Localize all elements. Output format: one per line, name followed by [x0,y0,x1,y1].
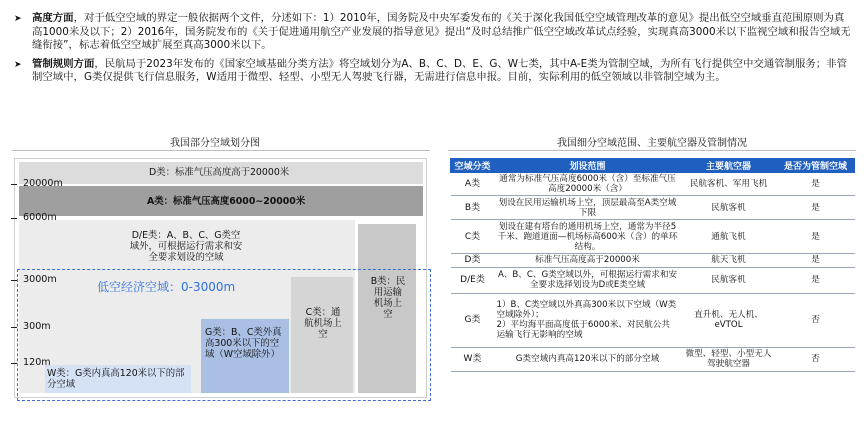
cell-range: 划设在建有塔台的通用机场上空，通常为半径5千米、跑道道面—机场标高600米（含）的单环结构。 [495,220,681,254]
band-g-label: G类：B、C类外真高300米以下的空域（W空域除外） [205,327,282,360]
bullet-marker: ➤ [14,14,22,24]
table-row [451,293,855,347]
table-row [451,267,855,293]
band-b-label: B类：民用运输机场上空 [370,276,406,320]
alt-6000: 6000m [23,212,57,223]
alt-3000: 3000m [23,274,57,285]
bullet-list [14,12,854,90]
cell-range: G类空域内真高120米以下的部分空域 [495,347,681,371]
table-row [451,173,855,196]
bullet-heading: 高度方面 [32,12,74,24]
divider [12,150,430,151]
bullet-text: ，民航局于2023年发布的《国家空域基础分类方法》将空域划分为A、B、C、D、E、G、W七类，其中A-E类为管制空域，为所有飞行提供空中交通管制服务；非管制空域中，G类仅提供飞行信息服务，W适用于微型、轻型、小型无人驾驶飞行器，无需进行信息申报。目前，实际利用的低空领域以非管制空域为主。 [32,57,847,84]
alt-120: 120m [23,357,51,368]
cell-class: G类 [451,293,495,347]
header-range: 划设范围 [495,159,681,173]
header-controlled: 是否为管制空域 [777,159,855,173]
cell-class: W类 [451,347,495,371]
cell-controlled: 否 [777,347,855,371]
cell-class: A类 [451,173,495,196]
cell-class: D类 [451,254,495,267]
cell-class: B类 [451,196,495,220]
band-a [19,186,423,216]
cell-class: C类 [451,220,495,254]
cell-aircraft: 通航飞机 [681,220,777,254]
cell-range: 通常为标准气压高度6000米（含）至标准气压高度20000米（含） [495,173,681,196]
divider [448,150,856,151]
low-altitude-label: 低空经济空域：0-3000m [97,280,236,294]
bullet-regulation [14,58,854,85]
bullet-heading: 管制规则方面 [32,57,95,70]
cell-range: 划设在民用运输机场上空，顶层最高至A类空域下限 [495,196,681,220]
cell-controlled: 是 [777,267,855,293]
cell-range: A、B、C、G类空域以外，可根据运行需求和安全要求选择划设为D或E类空域 [495,267,681,293]
band-c-label: C类：通航机场上空 [304,307,342,340]
cell-aircraft: 航天飞机 [681,254,777,267]
table-row [451,347,855,371]
band-d-label: D类：标准气压高度高于20000米 [149,167,290,178]
cell-range: 1）B、C类空域以外真高300米以下空域（W类空域除外）； 2）平均海平面高度低于6000米、对民航公共运输飞行无影响的空域 [495,293,681,347]
cell-aircraft: 民航客机 [681,267,777,293]
cell-aircraft: 民航客机、军用飞机 [681,173,777,196]
bullet-text: ，对于低空空域的界定一般依据两个文件，分述如下：1）2010年，国务院及中央军委发布的《关于深化我国低空空域管理改革的意见》提出低空空域垂直范围原则为真高1000米及以下；2）2016年，国务院发布的《关于促进通用航空产业发展的指导意见》提出“及时总结推广低空空域改革试点经验，实现真高3000米以下监视空域和报告空域无缝衔接”，标志着低空空域扩展至真高3000米以下。 [32,12,851,52]
table-row [451,220,855,254]
cell-aircraft: 民航客机 [681,196,777,220]
table-row [451,254,855,267]
tick-6000 [11,218,17,219]
band-d [19,162,423,184]
header-class: 空域分类 [451,159,495,173]
cell-range: 标准气压高度高于20000米 [495,254,681,267]
alt-20000: 20000m [23,178,63,189]
airspace-table [450,158,855,372]
cell-class: D/E类 [451,267,495,293]
tick-20000 [11,184,17,185]
bullet-marker: ➤ [14,59,22,70]
diagram-title: 我国部分空域划分图 [170,138,260,149]
band-a-label: A类：标准气压高度6000~20000米 [147,196,306,207]
alt-300: 300m [23,321,51,332]
cell-controlled: 否 [777,293,855,347]
bullet-height [14,12,854,53]
band-w-label: W类：G类内真高120米以下的部分空域 [47,368,185,390]
table-title: 我国细分空域范围、主要航空器及管制情况 [557,138,747,149]
table-row [451,196,855,220]
cell-aircraft: 直升机、无人机、eVTOL [681,293,777,347]
cell-controlled: 是 [777,254,855,267]
cell-controlled: 是 [777,173,855,196]
cell-controlled: 是 [777,220,855,254]
airspace-diagram [14,158,427,398]
header-aircraft: 主要航空器 [681,159,777,173]
cell-aircraft: 微型、轻型、小型无人驾驶航空器 [681,347,777,371]
cell-controlled: 是 [777,196,855,220]
band-de-label: D/E类：A、B、C、G类空域外，可根据运行需求和安全要求划设的空域 [129,230,243,263]
table-header-row [451,159,855,173]
